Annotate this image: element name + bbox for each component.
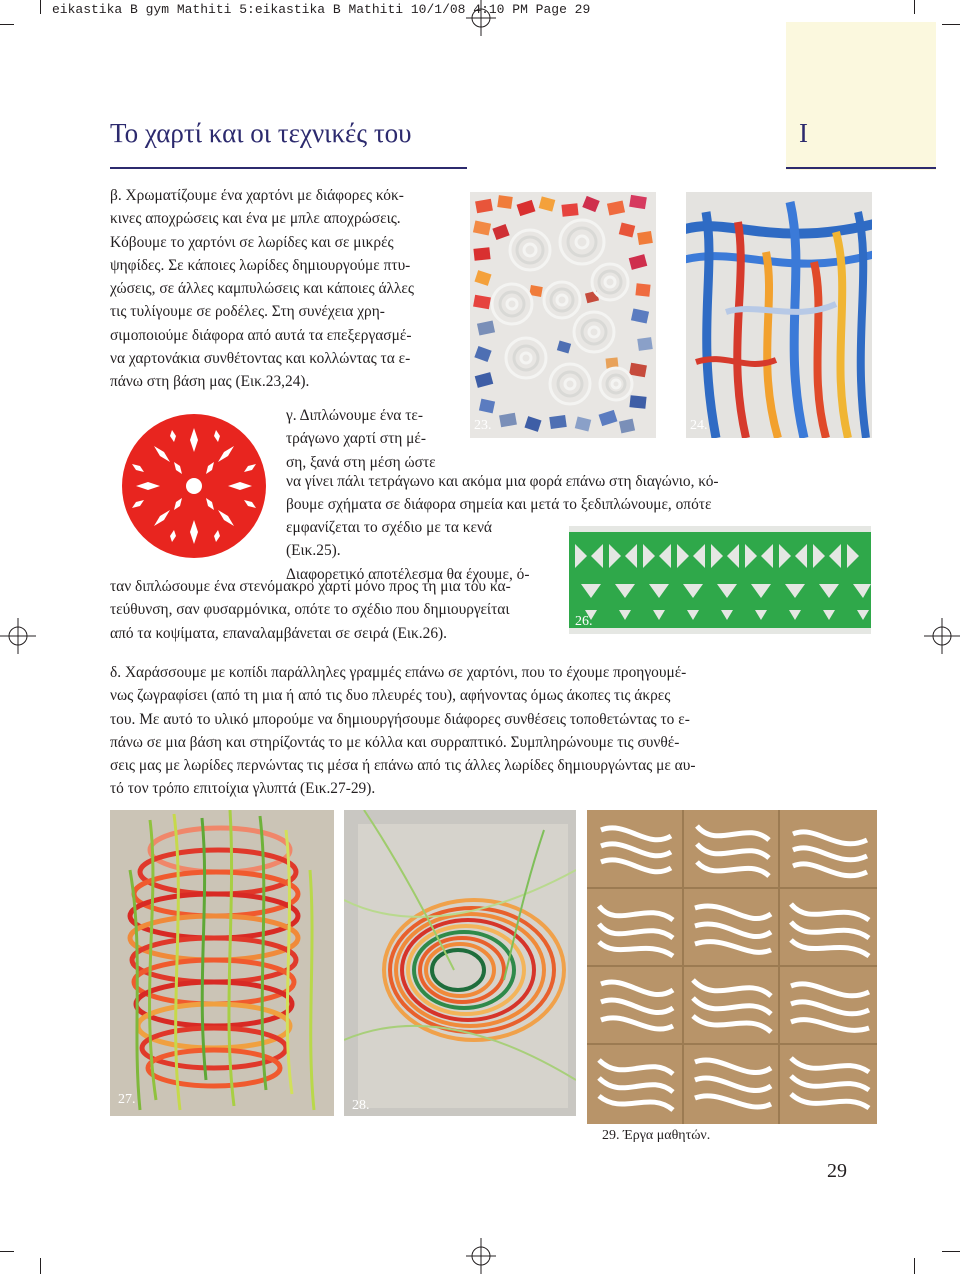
chapter-number: Ι — [799, 118, 808, 148]
text-line: πάνω στη βάση μας (Εικ.23,24). — [110, 373, 310, 391]
text-line: να χαρτονάκια συνθέτοντας και κολλώντας τα ε- — [110, 350, 411, 368]
text-line: του. Με αυτό το υλικό μπορούμε να δημιουργήσουμε διάφορες συνθέσεις τοποθετώντας το ε- — [110, 710, 690, 728]
text-line: Κόβουμε το χαρτόνι σε λωρίδες και σε μικρές — [110, 233, 394, 251]
figure-23-photo — [470, 192, 656, 438]
registration-mark-icon — [0, 618, 36, 654]
text-line: τεύθυνση, σαν φυσαρμόνικα, οπότε το σχέδιο που δημιουργείται — [110, 601, 510, 619]
figure-27-label: 27. — [118, 1092, 136, 1107]
crop-mark — [0, 1251, 14, 1252]
text-line: ταν διπλώσουμε ένα στενόμακρο χαρτί μόνο προς τη μια του κα- — [110, 578, 511, 595]
text-line: τις τυλίγουμε σε ροδέλες. Στη συνέχεια χρη- — [110, 303, 385, 321]
chapter-tab — [786, 22, 936, 170]
text-line: σιμοποιούμε διάφορα από αυτά τα επεξεργασμέ- — [110, 326, 412, 344]
text-line: νως ζωγραφίσει (από τη μια ή από τις δυο πλευρές του), αφήνοντας όμως άκοπες τις άκρες — [110, 687, 671, 705]
registration-mark-icon — [466, 0, 496, 36]
text-line: β. Χρωματίζουμε ένα χαρτόνι με διάφορες κόκ- — [110, 187, 404, 204]
header-rule — [110, 167, 467, 169]
print-slug-line: eikastika B gym Mathiti 5:eikastika B Mathiti 10/1/08 4:10 PM Page 29 — [52, 2, 591, 17]
registration-mark-icon — [924, 618, 960, 654]
figure-27-photo — [110, 810, 334, 1116]
section-d-text — [110, 661, 770, 801]
figure-29-photo — [587, 810, 877, 1124]
crop-mark — [942, 1251, 960, 1252]
header-rule — [786, 167, 936, 169]
text-line: γ. Διπλώνουμε ένα τε- — [286, 407, 423, 424]
crop-mark — [914, 1258, 915, 1274]
text-line: χώσεις, σε άλλες καμπυλώσεις και κάποιες άλλες — [110, 280, 414, 298]
figure-26-photo — [569, 526, 871, 634]
registration-mark-icon — [466, 1238, 496, 1274]
text-line: εμφανίζεται το σχέδιο με τα κενά — [286, 519, 492, 536]
figure-29-caption: 29. Έργα μαθητών. — [602, 1128, 711, 1143]
crop-mark — [914, 0, 915, 14]
text-line: τό τον τρόπο επιτοίχια γλυπτά (Εικ.27-29). — [110, 780, 376, 798]
figure-28-label: 28. — [352, 1098, 370, 1113]
chapter-title: Το χαρτί και οι τεχνικές του — [110, 118, 412, 148]
figure-24-label: 24. — [690, 418, 708, 433]
text-line: πάνω σε μια βάση και στηρίζοντάς το με κόλλα και συρραπτικό. Συμπληρώνουμε τις συνθέ- — [110, 733, 680, 751]
crop-mark — [942, 24, 960, 25]
text-line: βουμε σχήματα σε διάφορα σημεία και μετά το ξεδιπλώνουμε, οπότε — [286, 496, 712, 514]
text-line: να γίνει πάλι τετράγωνο και ακόμα μια φορά επάνω στη διαγώνιο, κό- — [286, 473, 719, 490]
section-b-text — [110, 184, 450, 394]
crop-mark — [0, 24, 14, 25]
section-c-wide-text — [286, 470, 766, 517]
text-line: ψηφίδες. Σε κάποιες λωρίδες δημιουργούμε πτυ- — [110, 256, 411, 274]
section-c-bottom-text — [110, 575, 550, 645]
page-number: 29 — [827, 1160, 847, 1182]
crop-mark — [40, 0, 41, 14]
figure-25-label: 25. — [116, 542, 134, 557]
text-line: δ. Χαράσσουμε με κοπίδι παράλληλες γραμμές επάνω σε χαρτόνι, που το έχουμε προηγουμέ- — [110, 664, 687, 681]
figure-23-label: 23. — [474, 418, 492, 433]
figure-25-photo — [112, 406, 276, 562]
figure-24-photo — [686, 192, 872, 438]
figure-26-label: 26. — [575, 614, 593, 629]
text-line: τράγωνο χαρτί στη μέ- — [286, 430, 426, 448]
paper-spirals — [492, 220, 632, 404]
text-line: από τα κοψίματα, επαναλαμβάνεται σε σειρά (Εικ.26). — [110, 624, 448, 642]
figure-28-photo — [344, 810, 576, 1116]
text-line: κινες αποχρώσεις και ένα με μπλε αποχρώσεις. — [110, 210, 401, 228]
section-c-short-text — [286, 404, 456, 474]
text-line: σεις μας με λωρίδες περνώντας τις μέσα ή επάνω από τις άλλες λωρίδες δημιουργώντας με αυ- — [110, 757, 696, 775]
text-line: Διαφορετικό αποτέλεσμα θα έχουμε, ό- — [286, 565, 530, 583]
text-line: (Εικ.25). — [286, 542, 341, 560]
text-line: ση, ξανά στη μέση ώστε — [286, 453, 436, 471]
crop-mark — [40, 1258, 41, 1274]
